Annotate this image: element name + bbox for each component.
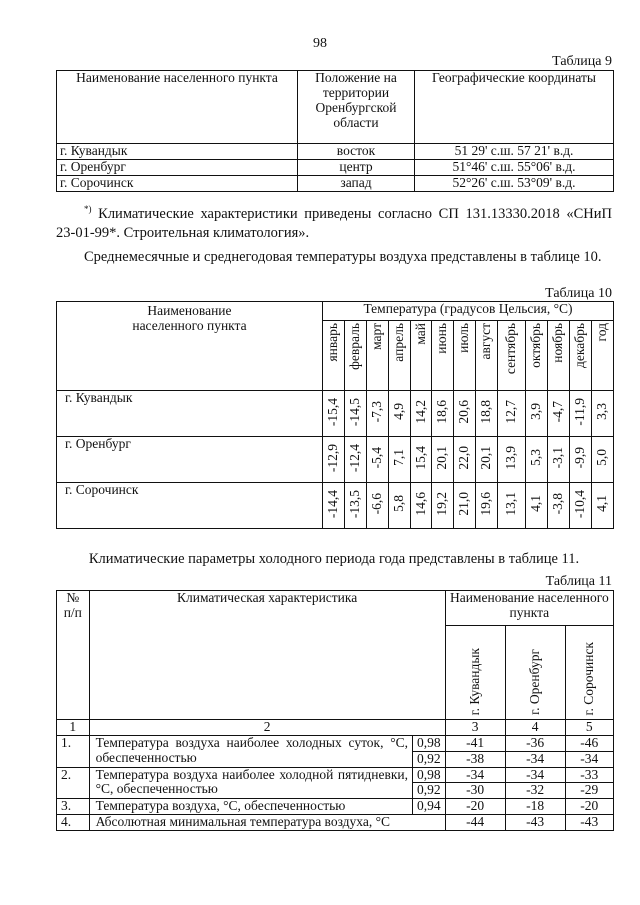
t10-month-label: сентябрь: [503, 323, 519, 375]
t10-month-label: январь: [324, 323, 340, 362]
t10-value-cell: [432, 437, 454, 483]
t10-value: 18,6: [434, 399, 450, 424]
t10-month-cell: [591, 321, 613, 391]
t10-row-name: г. Сорочинск: [57, 483, 323, 529]
t10-value-cell: [388, 391, 410, 437]
t11-colnum: 2: [89, 720, 445, 736]
t11-header-place: Наименование населенного пункта: [445, 591, 613, 626]
t11-value: -20: [445, 799, 505, 815]
paragraph-table10-intro: Среднемесячные и среднегодовая температуры воздуха представлены в таблице 10.: [84, 249, 602, 265]
t10-value-cell: [388, 437, 410, 483]
t11-value: -34: [505, 751, 565, 767]
t10-value-cell: [548, 437, 570, 483]
t10-value-cell: [454, 483, 476, 529]
table-row: [57, 799, 614, 815]
t9-cell: 52°26' с.ш. 53°09' в.д.: [415, 175, 614, 191]
t10-month-cell: [322, 321, 344, 391]
t10-value: 5,0: [594, 449, 610, 467]
t10-value: 13,9: [503, 445, 519, 470]
t10-month-label: август: [478, 323, 494, 360]
t10-value: -13,5: [346, 489, 362, 518]
t9-cell: 51 29' с.ш. 57 21' в.д.: [415, 144, 614, 160]
t11-row-text: Температура воздуха наиболее холодной пятидневки, °С, обеспеченностью: [89, 767, 412, 799]
table11-caption: Таблица 11: [545, 574, 612, 589]
t10-month-label: июнь: [434, 323, 450, 354]
t10-value-cell: [322, 437, 344, 483]
t10-value-cell: [591, 391, 613, 437]
t10-value: -15,4: [324, 397, 340, 426]
t11-value: -30: [445, 783, 505, 799]
t11-place-cell: [565, 626, 613, 720]
t9-cell: запад: [298, 175, 415, 191]
t10-value-cell: [570, 483, 592, 529]
t10-month-label: июль: [456, 323, 472, 353]
t10-value-cell: [322, 391, 344, 437]
t11-probability: 0,98: [413, 735, 446, 751]
t10-value: 12,7: [503, 399, 519, 424]
t10-value: -5,4: [368, 446, 384, 469]
t10-value-cell: [570, 437, 592, 483]
t9-cell: центр: [298, 159, 415, 175]
t10-value: -3,1: [550, 446, 566, 469]
t10-month-cell: [526, 321, 548, 391]
t11-value: -34: [445, 767, 505, 783]
paragraph-table11-intro: Климатические параметры холодного периода года представлены в таблице 11.: [88, 551, 580, 567]
t10-value: -10,4: [572, 489, 588, 518]
t10-value-cell: [344, 391, 366, 437]
t10-value: 14,6: [412, 491, 428, 516]
footnote-text: Климатические характеристики приведены согласно СП 131.13330.2018 «СНиП 23-01-99*. Строительная климатология».: [56, 205, 612, 241]
t10-row-name: г. Оренбург: [57, 437, 323, 483]
t10-value-cell: [366, 391, 388, 437]
t10-value-cell: [476, 483, 498, 529]
t10-month-label: март: [368, 323, 384, 350]
t10-value-cell: [570, 391, 592, 437]
t11-place-cell: [505, 626, 565, 720]
t10-value: 5,8: [390, 495, 406, 513]
t10-value-cell: [498, 391, 526, 437]
t11-place-kuvandyk: г. Кувандык: [466, 647, 482, 716]
t10-value: -6,6: [368, 492, 384, 515]
table-row: [57, 483, 614, 529]
t10-value-cell: [526, 483, 548, 529]
t11-value: -43: [505, 815, 565, 831]
t11-value: -32: [505, 783, 565, 799]
t10-value-cell: [410, 437, 432, 483]
t10-value-cell: [410, 483, 432, 529]
t10-value-cell: [344, 437, 366, 483]
t10-row-name: г. Кувандык: [57, 391, 323, 437]
table-11: [56, 590, 614, 831]
t10-month-cell: [366, 321, 388, 391]
t11-value: -34: [565, 751, 613, 767]
t9-cell: г. Сорочинск: [57, 175, 298, 191]
t10-value: 20,1: [478, 445, 494, 470]
t10-value: 13,1: [503, 491, 519, 516]
t11-value: -33: [565, 767, 613, 783]
t10-value-cell: [591, 437, 613, 483]
table-row: [57, 735, 614, 751]
t10-header-name-text: Наименование населенного пункта: [132, 303, 247, 333]
t10-value: -14,5: [346, 397, 362, 426]
table-row: [57, 391, 614, 437]
t11-row-num: 1.: [57, 735, 90, 767]
t10-value: -7,3: [368, 400, 384, 423]
t10-value: 14,2: [412, 399, 428, 424]
t10-value-cell: [548, 483, 570, 529]
table9-caption: Таблица 9: [552, 54, 612, 69]
t9-cell: г. Оренбург: [57, 159, 298, 175]
t11-row-num: 2.: [57, 767, 90, 799]
t10-value: -4,7: [550, 400, 566, 423]
t10-value: 4,9: [390, 403, 406, 421]
t11-row-num: 4.: [57, 815, 90, 831]
t10-value: 18,8: [478, 399, 494, 424]
t10-month-label: февраль: [346, 323, 362, 370]
table10-caption: Таблица 10: [545, 286, 612, 301]
t10-value-cell: [432, 483, 454, 529]
t10-value-cell: [388, 483, 410, 529]
t10-value: 4,1: [528, 495, 544, 513]
table-10: [56, 301, 614, 529]
t10-month-cell: [432, 321, 454, 391]
t10-value: 19,2: [434, 491, 450, 516]
t10-value: -12,4: [346, 443, 362, 472]
t11-value: -18: [505, 799, 565, 815]
table-row: [57, 437, 614, 483]
t11-value: -43: [565, 815, 613, 831]
t10-value: 15,4: [412, 445, 428, 470]
t11-value: -29: [565, 783, 613, 799]
t10-month-cell: [344, 321, 366, 391]
t10-value: 22,0: [456, 445, 472, 470]
t10-value: -11,9: [572, 397, 588, 426]
t10-value-cell: [526, 437, 548, 483]
t10-month-cell: [498, 321, 526, 391]
t11-probability: 0,94: [413, 799, 446, 815]
table-row: [57, 175, 614, 191]
t11-row-num: 3.: [57, 799, 90, 815]
t11-value: -36: [505, 735, 565, 751]
t10-value-cell: [548, 391, 570, 437]
t10-value: -14,4: [324, 489, 340, 518]
t10-month-cell: [548, 321, 570, 391]
t11-place-sorochinsk: г. Сорочинск: [580, 641, 596, 716]
t9-cell: 51°46' с.ш. 55°06' в.д.: [415, 159, 614, 175]
t10-value-cell: [454, 437, 476, 483]
t10-month-cell: [388, 321, 410, 391]
t11-value: -44: [445, 815, 505, 831]
footnote-mark: *): [84, 204, 92, 214]
t10-value: -3,8: [550, 492, 566, 515]
t11-header-num: № п/п: [57, 591, 90, 720]
t10-value: 3,3: [594, 403, 610, 421]
t10-value-cell: [344, 483, 366, 529]
table-row: [57, 815, 614, 831]
t11-colnum: 3: [445, 720, 505, 736]
t11-header-char: Климатическая характеристика: [89, 591, 445, 720]
t10-value-cell: [498, 483, 526, 529]
t10-header-name: [57, 302, 323, 391]
t10-value-cell: [476, 437, 498, 483]
t10-value: 3,9: [528, 403, 544, 421]
t11-place-cell: [445, 626, 505, 720]
t10-month-cell: [476, 321, 498, 391]
table-row: [57, 144, 614, 160]
t10-month-cell: [410, 321, 432, 391]
t11-row-text: Температура воздуха, °С, обеспеченностью: [89, 799, 412, 815]
t11-probability: 0,92: [413, 783, 446, 799]
t10-month-label: апрель: [390, 323, 406, 362]
t10-value-cell: [591, 483, 613, 529]
t10-value: 20,6: [456, 399, 472, 424]
table-row: [57, 159, 614, 175]
t11-value: -41: [445, 735, 505, 751]
t9-header-position: Положение на территории Оренбургской области: [298, 71, 415, 144]
t10-value-cell: [432, 391, 454, 437]
t9-cell: восток: [298, 144, 415, 160]
t11-colnum: 1: [57, 720, 90, 736]
t10-month-label: год: [594, 323, 610, 342]
t10-value: 19,6: [478, 491, 494, 516]
t10-value: 21,0: [456, 491, 472, 516]
footnote: [56, 200, 612, 243]
t11-value: -46: [565, 735, 613, 751]
t11-probability: 0,92: [413, 751, 446, 767]
t10-value-cell: [454, 391, 476, 437]
t10-month-cell: [570, 321, 592, 391]
t10-month-label: октябрь: [528, 323, 544, 368]
t10-month-label: ноябрь: [550, 323, 566, 363]
t11-value: -34: [505, 767, 565, 783]
t10-month-label: май: [412, 323, 428, 345]
t11-value: -20: [565, 799, 613, 815]
page-number: 98: [313, 36, 327, 51]
t10-value-cell: [366, 483, 388, 529]
t10-header-temp: Температура (градусов Цельсия, °С): [322, 302, 613, 321]
t10-value: -9,9: [572, 446, 588, 469]
t9-header-coords: Географические координаты: [415, 71, 614, 144]
t9-header-name: Наименование населенного пункта: [57, 71, 298, 144]
t10-value-cell: [366, 437, 388, 483]
t11-colnum: 5: [565, 720, 613, 736]
t11-probability: 0,98: [413, 767, 446, 783]
t10-month-cell: [454, 321, 476, 391]
table-9: [56, 70, 614, 192]
t10-value: 5,3: [528, 449, 544, 467]
t11-place-orenburg: г. Оренбург: [526, 649, 542, 716]
t10-value-cell: [322, 483, 344, 529]
t10-value-cell: [526, 391, 548, 437]
t11-colnum: 4: [505, 720, 565, 736]
t11-value: -38: [445, 751, 505, 767]
t10-value-cell: [498, 437, 526, 483]
t10-value: -12,9: [324, 443, 340, 472]
t11-row-text: Абсолютная минимальная температура воздуха, °С: [89, 815, 445, 831]
t10-value: 20,1: [434, 445, 450, 470]
t10-month-label: декабрь: [572, 323, 588, 368]
table-row: [57, 767, 614, 783]
t9-cell: г. Кувандык: [57, 144, 298, 160]
t11-row-text: Температура воздуха наиболее холодных суток, °С, обеспеченностью: [89, 735, 412, 767]
t10-value-cell: [476, 391, 498, 437]
t10-value: 7,1: [390, 449, 406, 467]
t10-value-cell: [410, 391, 432, 437]
t10-value: 4,1: [594, 495, 610, 513]
